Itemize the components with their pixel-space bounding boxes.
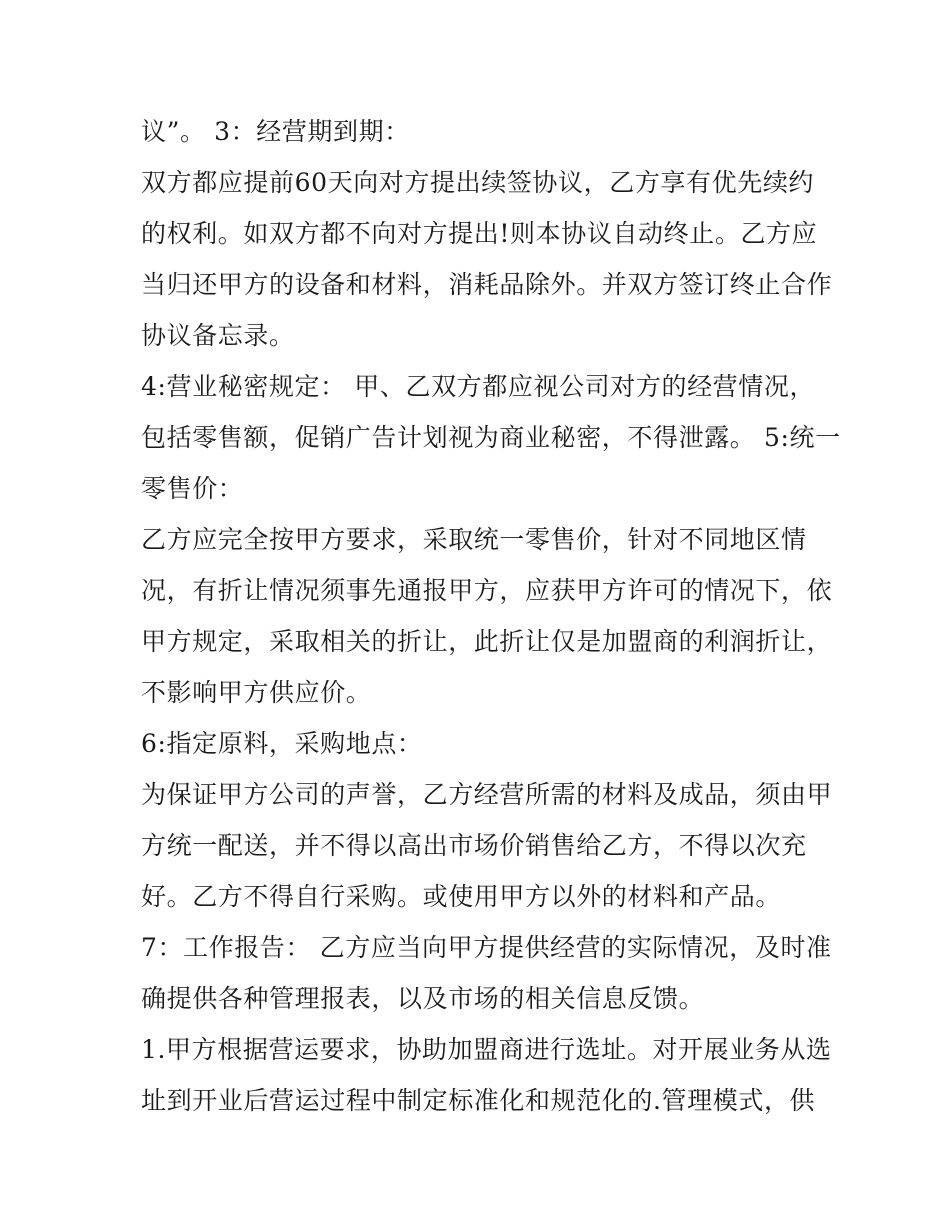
text-line: 零售价： bbox=[141, 474, 244, 503]
text-line: 6:指定原料，采购地点： bbox=[141, 729, 423, 758]
text-line: 议”。 3：经营期到期： bbox=[141, 117, 410, 146]
text-line: 协议备忘录。 bbox=[141, 321, 295, 350]
text-line: 双方都应提前60天向对方提出续签协议，乙方享有优先续约 bbox=[141, 168, 815, 197]
text-line: 址到开业后营运过程中制定标准化和规范化的.管理模式，供 bbox=[141, 1086, 816, 1115]
text-line: 好。乙方不得自行采购。或使用甲方以外的材料和产品。 bbox=[141, 882, 782, 911]
text-line: 确提供各种管理报表，以及市场的相关信息反馈。 bbox=[141, 984, 705, 1013]
text-line: 不影响甲方供应价。 bbox=[141, 678, 372, 707]
text-line: 当归还甲方的设备和材料，消耗品除外。并双方签订终止合作 bbox=[141, 270, 833, 299]
text-line: 7：工作报告： 乙方应当向甲方提供经营的实际情况，及时准 bbox=[141, 933, 832, 962]
text-line: 包括零售额，促销广告计划视为商业秘密，不得泄露。 5:统一 bbox=[141, 423, 841, 452]
text-line: 甲方规定，采取相关的折让，此折让仅是加盟商的利润折让， bbox=[141, 627, 833, 656]
text-line: 方统一配送，并不得以高出市场价销售给乙方，不得以次充 bbox=[141, 831, 807, 860]
text-line: 的权利。如双方都不向对方提出!则本协议自动终止。乙方应 bbox=[141, 219, 818, 248]
text-line: 4:营业秘密规定： 甲、乙双方都应视公司对方的经营情况， bbox=[141, 372, 816, 401]
text-line: 况，有折让情况须事先通报甲方，应获甲方许可的情况下，依 bbox=[141, 576, 833, 605]
text-line: 乙方应完全按甲方要求，采取统一零售价，针对不同地区情 bbox=[141, 525, 807, 554]
text-line: 1.甲方根据营运要求，协助加盟商进行选址。对开展业务从选 bbox=[141, 1035, 832, 1064]
text-line: 为保证甲方公司的声誉，乙方经营所需的材料及成品，须由甲 bbox=[141, 780, 833, 809]
document-body bbox=[141, 111, 841, 1131]
